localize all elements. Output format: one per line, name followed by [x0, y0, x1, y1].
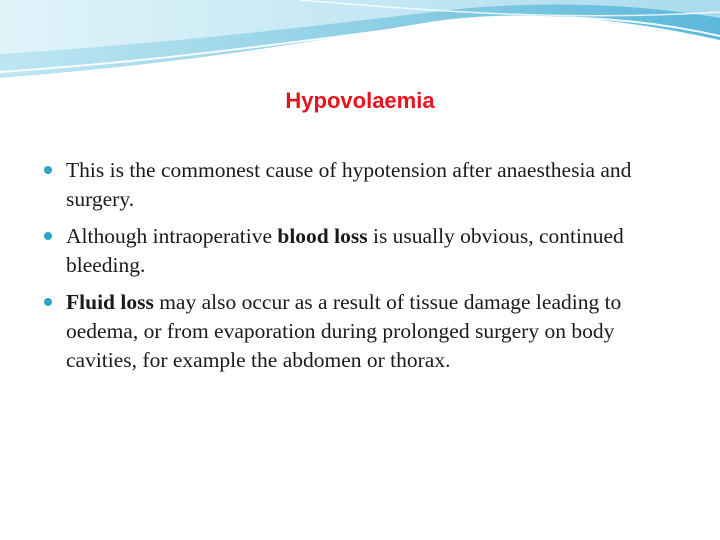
slide-title: Hypovolaemia — [285, 88, 435, 113]
bullet-text-lead: Although intraoperative — [66, 224, 278, 248]
bullet-item — [44, 288, 684, 375]
bullet-list — [44, 156, 684, 383]
bullet-icon — [44, 166, 52, 174]
bullet-text-rest: may also occur as a result of tissue damage leading to oedema, or from evaporation during prolonged surgery on body cavities, for example the abdomen or thorax. — [66, 290, 622, 372]
bullet-icon — [44, 232, 52, 240]
bullet-text-bold: Fluid loss — [66, 290, 154, 314]
bullet-text-bold: blood loss — [277, 224, 368, 248]
bullet-icon — [44, 298, 52, 306]
bullet-item — [44, 222, 684, 280]
bullet-item — [44, 156, 684, 214]
header-wave-decoration — [0, 0, 720, 90]
bullet-text: This is the commonest cause of hypotension after anaesthesia and surgery. — [66, 158, 632, 211]
bullet-text-rest: is usually obvious, continued bleeding. — [66, 224, 624, 277]
